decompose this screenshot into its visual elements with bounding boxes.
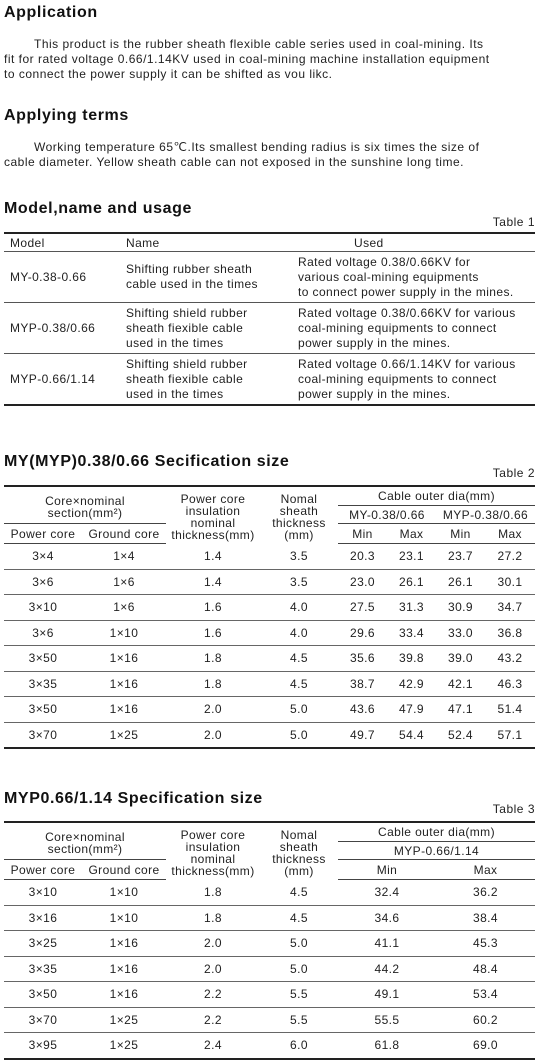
group-myp-header: MYP-0.66/1.14 bbox=[338, 842, 535, 860]
table-cell: 3×4 bbox=[4, 544, 82, 570]
application-line: to connect the power supply it can be shifted as vou likc. bbox=[4, 67, 333, 81]
table-row bbox=[4, 982, 535, 1008]
table-cell: 51.4 bbox=[485, 697, 535, 723]
table-cell: 53.4 bbox=[436, 982, 535, 1008]
application-title: Application bbox=[4, 4, 98, 21]
used-cell-line: to connect power supply in the mines. bbox=[298, 284, 514, 299]
table-cell: 33.4 bbox=[387, 620, 436, 646]
used-cell bbox=[284, 354, 535, 406]
table-cell: 5.0 bbox=[260, 956, 338, 982]
table-cell: 3×95 bbox=[4, 1033, 82, 1059]
table-cell: 4.5 bbox=[260, 646, 338, 672]
table-cell: 3×50 bbox=[4, 982, 82, 1008]
name-cell-line: used in the times bbox=[126, 386, 224, 401]
used-cell bbox=[284, 252, 535, 303]
name-cell-line: sheath fiexible cable bbox=[126, 320, 244, 335]
table-cell: 30.9 bbox=[436, 595, 485, 621]
table-cell: 54.4 bbox=[387, 722, 436, 748]
table3-caption: Table 3 bbox=[492, 802, 535, 816]
model-usage-table bbox=[4, 232, 535, 406]
power-core-header: Power core bbox=[4, 860, 82, 880]
table-cell: 49.1 bbox=[338, 982, 436, 1008]
table-cell: 2.4 bbox=[166, 1033, 260, 1059]
core-section-header: Core×nominal section(mm²) bbox=[4, 822, 166, 860]
terms-line: Working temperature 65℃.Its smallest bending radius is six times the size of bbox=[34, 140, 480, 154]
table-cell: 3×10 bbox=[4, 595, 82, 621]
table-cell: 3×50 bbox=[4, 646, 82, 672]
name-cell bbox=[118, 252, 284, 303]
group-my-header: MY-0.38/0.66 bbox=[338, 506, 436, 524]
table-cell: 33.0 bbox=[436, 620, 485, 646]
spec-table-myp-066 bbox=[4, 821, 535, 1060]
sheath-header: Nomal sheath thickness (mm) bbox=[260, 822, 338, 880]
table-row bbox=[4, 1033, 535, 1059]
used-cell-line: coal-mining equipments to connect bbox=[298, 320, 497, 335]
name-cell bbox=[118, 354, 284, 406]
table-cell: 2.0 bbox=[166, 722, 260, 748]
table-cell: 38.4 bbox=[436, 905, 535, 931]
table-row bbox=[4, 595, 535, 621]
table-cell: 38.7 bbox=[338, 671, 387, 697]
spec-table-myp-038 bbox=[4, 485, 535, 749]
used-cell-line: coal-mining equipments to connect bbox=[298, 371, 497, 386]
name-cell-line: used in the times bbox=[126, 335, 224, 350]
table-row bbox=[4, 569, 535, 595]
table-cell: 5.0 bbox=[260, 931, 338, 957]
table-cell: 1×16 bbox=[82, 697, 166, 723]
table-row bbox=[4, 697, 535, 723]
table-cell: 4.5 bbox=[260, 880, 338, 906]
table-cell: 3×25 bbox=[4, 931, 82, 957]
table-cell: 1×16 bbox=[82, 646, 166, 672]
table-cell: 61.8 bbox=[338, 1033, 436, 1059]
table-cell: 3×16 bbox=[4, 905, 82, 931]
table-cell: 1.8 bbox=[166, 905, 260, 931]
table-cell: 34.7 bbox=[485, 595, 535, 621]
table-cell: 5.5 bbox=[260, 1007, 338, 1033]
applying-terms-title: Applying terms bbox=[4, 107, 129, 124]
table-cell: 23.1 bbox=[387, 544, 436, 570]
table-cell: 42.1 bbox=[436, 671, 485, 697]
table-cell: 3×35 bbox=[4, 671, 82, 697]
used-cell-line: various coal-mining equipments bbox=[298, 269, 479, 284]
table-cell: 4.0 bbox=[260, 620, 338, 646]
table-cell: 60.2 bbox=[436, 1007, 535, 1033]
table-cell: 43.2 bbox=[485, 646, 535, 672]
table-row bbox=[4, 905, 535, 931]
table-row bbox=[4, 1007, 535, 1033]
table-cell: 41.1 bbox=[338, 931, 436, 957]
table-cell: 48.4 bbox=[436, 956, 535, 982]
table-cell: 49.7 bbox=[338, 722, 387, 748]
table3-section-title: MYP0.66/1.14 Specification size bbox=[4, 790, 263, 807]
table-cell: 44.2 bbox=[338, 956, 436, 982]
sheath-header: Nomal sheath thickness (mm) bbox=[260, 486, 338, 544]
ground-core-header: Ground core bbox=[82, 524, 166, 544]
used-cell bbox=[284, 303, 535, 354]
table-cell: 39.8 bbox=[387, 646, 436, 672]
table-cell: 47.9 bbox=[387, 697, 436, 723]
table-cell: 34.6 bbox=[338, 905, 436, 931]
name-cell-line: Shifting rubber sheath bbox=[126, 262, 253, 276]
table-cell: 27.5 bbox=[338, 595, 387, 621]
applying-terms-paragraph bbox=[4, 140, 542, 170]
table-cell: 39.0 bbox=[436, 646, 485, 672]
table-cell: 1×16 bbox=[82, 931, 166, 957]
table-cell: 57.1 bbox=[485, 722, 535, 748]
table-cell: 3.5 bbox=[260, 569, 338, 595]
table-cell: 55.5 bbox=[338, 1007, 436, 1033]
table-cell: 4.5 bbox=[260, 671, 338, 697]
used-cell-line: power supply in the mines. bbox=[298, 386, 451, 401]
table-cell: 2.0 bbox=[166, 956, 260, 982]
table-cell: 1.4 bbox=[166, 569, 260, 595]
table-cell: 52.4 bbox=[436, 722, 485, 748]
used-cell-line: Rated voltage 0.66/1.14KV for various bbox=[298, 356, 516, 371]
name-cell-line: Shifting shield rubber bbox=[126, 305, 248, 320]
table-cell: 1×25 bbox=[82, 722, 166, 748]
table-cell: 1.8 bbox=[166, 646, 260, 672]
model-cell: MY-0.38-0.66 bbox=[4, 252, 118, 303]
table-cell: 1.6 bbox=[166, 595, 260, 621]
outer-dia-header: Cable outer dia(mm) bbox=[338, 822, 535, 842]
table-cell: 3×6 bbox=[4, 620, 82, 646]
table-cell: 2.0 bbox=[166, 697, 260, 723]
table-row bbox=[4, 722, 535, 748]
table-cell: 23.7 bbox=[436, 544, 485, 570]
table-cell: 36.8 bbox=[485, 620, 535, 646]
used-cell-line: power supply in the mines. bbox=[298, 335, 451, 350]
used-cell-line: Rated voltage 0.38/0.66KV for various bbox=[298, 305, 516, 320]
min-header: Min bbox=[436, 524, 485, 544]
table-row bbox=[4, 931, 535, 957]
table-cell: 1×10 bbox=[82, 620, 166, 646]
model-cell: MYP-0.38/0.66 bbox=[4, 303, 118, 354]
table-cell: 23.0 bbox=[338, 569, 387, 595]
table-cell: 1×4 bbox=[82, 544, 166, 570]
table-cell: 1×6 bbox=[82, 595, 166, 621]
table-cell: 69.0 bbox=[436, 1033, 535, 1059]
table-cell: 42.9 bbox=[387, 671, 436, 697]
table-cell: 27.2 bbox=[485, 544, 535, 570]
max-header: Max bbox=[387, 524, 436, 544]
table-cell: 4.5 bbox=[260, 905, 338, 931]
name-cell-line: Shifting shield rubber bbox=[126, 356, 248, 371]
table-cell: 1.6 bbox=[166, 620, 260, 646]
table-cell: 46.3 bbox=[485, 671, 535, 697]
table-cell: 3×6 bbox=[4, 569, 82, 595]
table-cell: 47.1 bbox=[436, 697, 485, 723]
table-cell: 2.2 bbox=[166, 1007, 260, 1033]
name-cell bbox=[118, 303, 284, 354]
table-cell: 45.3 bbox=[436, 931, 535, 957]
table-cell: 30.1 bbox=[485, 569, 535, 595]
core-section-header: Core×nominal section(mm²) bbox=[4, 486, 166, 524]
table-cell: 1.4 bbox=[166, 544, 260, 570]
max-header: Max bbox=[485, 524, 535, 544]
outer-dia-header: Cable outer dia(mm) bbox=[338, 486, 535, 506]
power-core-header: Power core bbox=[4, 524, 82, 544]
table2-caption: Table 2 bbox=[492, 466, 535, 480]
table-row bbox=[4, 252, 535, 303]
application-paragraph bbox=[4, 37, 542, 82]
ground-core-header: Ground core bbox=[82, 860, 166, 880]
table-row bbox=[4, 646, 535, 672]
application-line: This product is the rubber sheath flexible cable series used in coal-mining. Its bbox=[34, 37, 484, 51]
terms-line: cable diameter. Yellow sheath cable can not exposed in the sunshine long time. bbox=[4, 155, 464, 169]
table-cell: 3.5 bbox=[260, 544, 338, 570]
column-header-model: Model bbox=[4, 233, 118, 252]
table1-caption: Table 1 bbox=[492, 215, 535, 229]
table-cell: 5.5 bbox=[260, 982, 338, 1008]
table-cell: 1×16 bbox=[82, 982, 166, 1008]
table-cell: 3×70 bbox=[4, 1007, 82, 1033]
table-cell: 3×35 bbox=[4, 956, 82, 982]
table-cell: 1×25 bbox=[82, 1007, 166, 1033]
table-row bbox=[4, 303, 535, 354]
max-header: Max bbox=[436, 860, 535, 880]
table-row bbox=[4, 956, 535, 982]
table-cell: 6.0 bbox=[260, 1033, 338, 1059]
insulation-header: Power core insulation nominal thickness(mm) bbox=[166, 822, 260, 880]
table-cell: 2.2 bbox=[166, 982, 260, 1008]
model-cell: MYP-0.66/1.14 bbox=[4, 354, 118, 406]
table-cell: 1×10 bbox=[82, 905, 166, 931]
min-header: Min bbox=[338, 860, 436, 880]
table-cell: 5.0 bbox=[260, 697, 338, 723]
table-cell: 4.0 bbox=[260, 595, 338, 621]
table-row bbox=[4, 620, 535, 646]
column-header-name: Name bbox=[118, 233, 284, 252]
table-cell: 1×6 bbox=[82, 569, 166, 595]
table-cell: 31.3 bbox=[387, 595, 436, 621]
table-cell: 26.1 bbox=[387, 569, 436, 595]
table-row bbox=[4, 354, 535, 406]
table-cell: 35.6 bbox=[338, 646, 387, 672]
table-cell: 1.8 bbox=[166, 671, 260, 697]
table-cell: 32.4 bbox=[338, 880, 436, 906]
insulation-header: Power core insulation nominal thickness(mm) bbox=[166, 486, 260, 544]
table2-section-title: MY(MYP)0.38/0.66 Secification size bbox=[4, 453, 290, 470]
table-cell: 1×16 bbox=[82, 956, 166, 982]
table-cell: 1×16 bbox=[82, 671, 166, 697]
table-cell: 2.0 bbox=[166, 931, 260, 957]
table-cell: 20.3 bbox=[338, 544, 387, 570]
table-row bbox=[4, 671, 535, 697]
min-header: Min bbox=[338, 524, 387, 544]
table-cell: 3×10 bbox=[4, 880, 82, 906]
table-cell: 43.6 bbox=[338, 697, 387, 723]
table-row bbox=[4, 880, 535, 906]
table-cell: 1×25 bbox=[82, 1033, 166, 1059]
table-cell: 36.2 bbox=[436, 880, 535, 906]
group-myp-header: MYP-0.38/0.66 bbox=[436, 506, 535, 524]
table-cell: 3×70 bbox=[4, 722, 82, 748]
table-cell: 1×10 bbox=[82, 880, 166, 906]
table-cell: 3×50 bbox=[4, 697, 82, 723]
table-cell: 5.0 bbox=[260, 722, 338, 748]
name-cell-line: cable used in the times bbox=[126, 277, 258, 291]
name-cell-line: sheath fiexible cable bbox=[126, 371, 244, 386]
table-cell: 29.6 bbox=[338, 620, 387, 646]
table-row bbox=[4, 544, 535, 570]
application-line: fit for rated voltage 0.66/1.14KV used in coal-mining machine installation equipment bbox=[4, 52, 490, 66]
table-cell: 1.8 bbox=[166, 880, 260, 906]
table1-section-title: Model,name and usage bbox=[4, 200, 193, 217]
table-cell: 26.1 bbox=[436, 569, 485, 595]
used-cell-line: Rated voltage 0.38/0.66KV for bbox=[298, 254, 471, 269]
column-header-used: Used bbox=[284, 233, 535, 252]
